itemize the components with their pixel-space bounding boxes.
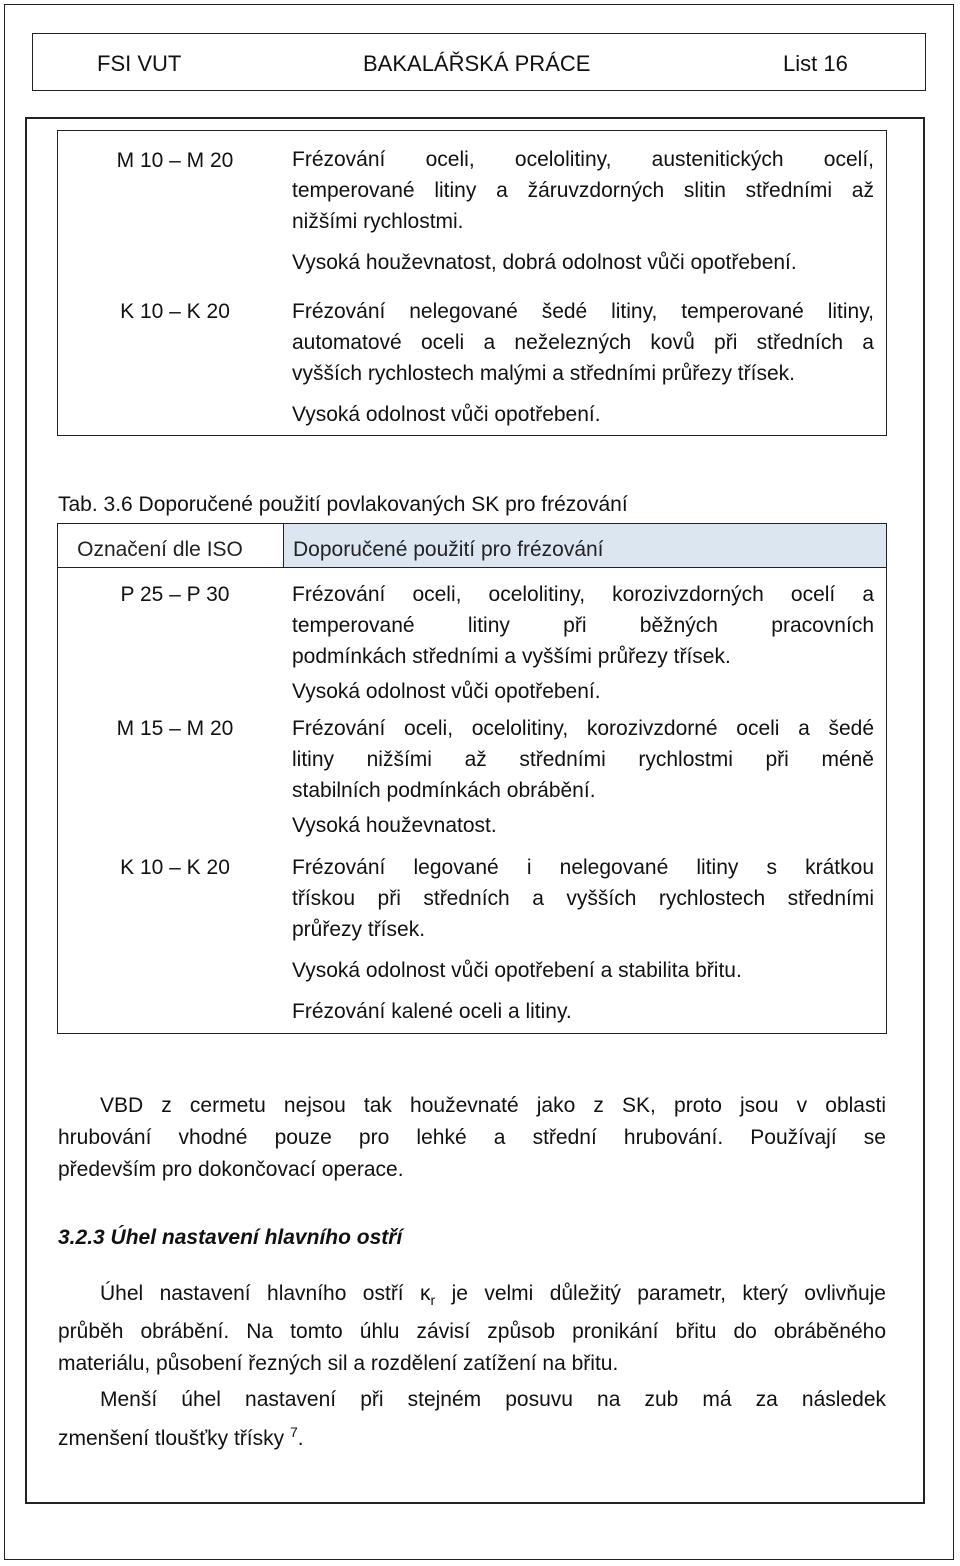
desc-line: průřezy třísek. (292, 918, 426, 941)
desc-line: třískou při středních a vyšších rychlostech středními (292, 887, 874, 910)
table-2-row-2-code: M 15 – M 20 (116, 717, 234, 740)
table-2-row-3-code: K 10 – K 20 (120, 856, 230, 879)
desc-line: temperované litiny při běžných pracovních (292, 614, 874, 637)
paragraph-line: VBD z cermetu nejsou tak houževnaté jako z SK, proto jsou v oblasti (100, 1094, 886, 1117)
desc-line: Frézování legované i nelegované litiny s krátkou (292, 856, 874, 879)
table-1-row-2-desc (292, 296, 874, 430)
table-1-row-1-code: M 10 – M 20 (116, 149, 234, 172)
desc-note: Vysoká odolnost vůči opotřebení. (292, 680, 601, 703)
header-right: List 16 (783, 51, 848, 76)
header-center: BAKALÁŘSKÁ PRÁCE (363, 51, 591, 76)
desc-line: podmínkách středními a vyššími průřezy třísek. (292, 645, 731, 668)
text-segment: Úhel nastavení hlavního ostří κ (100, 1282, 431, 1305)
desc-line: Frézování oceli, ocelolitiny, austenitických ocelí, (292, 148, 874, 171)
table-2-row-1-desc (292, 579, 874, 707)
paragraph-line (58, 1278, 886, 1316)
desc-note: Vysoká odolnost vůči opotřebení a stabilita břitu. (292, 959, 742, 982)
table-2-header-code: Označení dle ISO (77, 538, 243, 561)
table-caption: Tab. 3.6 Doporučené použití povlakovaných SK pro frézování (58, 493, 628, 516)
table-2-header-divider (57, 567, 887, 568)
section-heading: 3.2.3 Úhel nastavení hlavního ostří (58, 1226, 403, 1249)
footnote-ref: 7 (289, 1424, 298, 1440)
paragraph-line: hrubování vhodné pouze pro lehké a střední hrubování. Používají se (58, 1126, 886, 1149)
table-2-header-desc: Doporučené použití pro frézování (293, 538, 604, 561)
desc-line: litiny nižšími až středními rychlostmi při méně (292, 748, 874, 771)
table-2-row-1-code: P 25 – P 30 (120, 583, 230, 606)
paragraph-line: materiálu, působení řezných sil a rozdělení zatížení na břitu. (58, 1352, 619, 1376)
desc-line: Frézování oceli, ocelolitiny, korozivzdorných ocelí a (292, 583, 874, 606)
paragraph-line (58, 1416, 886, 1455)
desc-line: Frézování oceli, ocelolitiny, korozivzdorné oceli a šedé (292, 717, 874, 740)
header-left: FSI VUT (97, 51, 182, 76)
table-2-row-3-desc (292, 852, 874, 1027)
table-1-row-1-desc (292, 144, 874, 278)
table-2-column-divider (283, 523, 284, 568)
table-2-row-2-desc (292, 713, 874, 841)
paragraph-line: především pro dokončovací operace. (58, 1158, 404, 1181)
desc-line: Frézování nelegované šedé litiny, temperované litiny, (292, 300, 874, 323)
paragraph-line: průběh obrábění. Na tomto úhlu závisí způsob pronikání břitu do obráběného (58, 1320, 886, 1344)
paragraph-angle (58, 1278, 886, 1380)
desc-line: stabilních podmínkách obrábění. (292, 779, 596, 802)
desc-note: Vysoká houževnatost. (292, 814, 497, 837)
desc-line: nižšími rychlostmi. (292, 210, 464, 233)
paragraph-feed (58, 1384, 886, 1455)
text-segment: . (297, 1427, 304, 1450)
desc-line: automatové oceli a neželezných kovů při středních a (292, 331, 874, 354)
desc-note: Vysoká houževnatost, dobrá odolnost vůči opotřebení. (292, 251, 797, 274)
desc-note: Vysoká odolnost vůči opotřebení. (292, 403, 601, 426)
subscript-r: r (430, 1292, 436, 1309)
paragraph-cermet (58, 1090, 886, 1186)
text-segment: zmenšení tloušťky třísky (58, 1427, 290, 1450)
desc-line: temperované litiny a žáruvzdorných slitin středními až (292, 179, 874, 202)
text-segment: je velmi důležitý parametr, který ovlivňuje (435, 1282, 886, 1305)
page-header (32, 33, 926, 91)
paragraph-line: Menší úhel nastavení při stejném posuvu na zub má za následek (100, 1388, 886, 1411)
table-1-row-2-code: K 10 – K 20 (120, 300, 230, 323)
desc-note: Frézování kalené oceli a litiny. (292, 1000, 572, 1023)
desc-line: vyšších rychlostech malými a středními průřezy třísek. (292, 362, 795, 385)
